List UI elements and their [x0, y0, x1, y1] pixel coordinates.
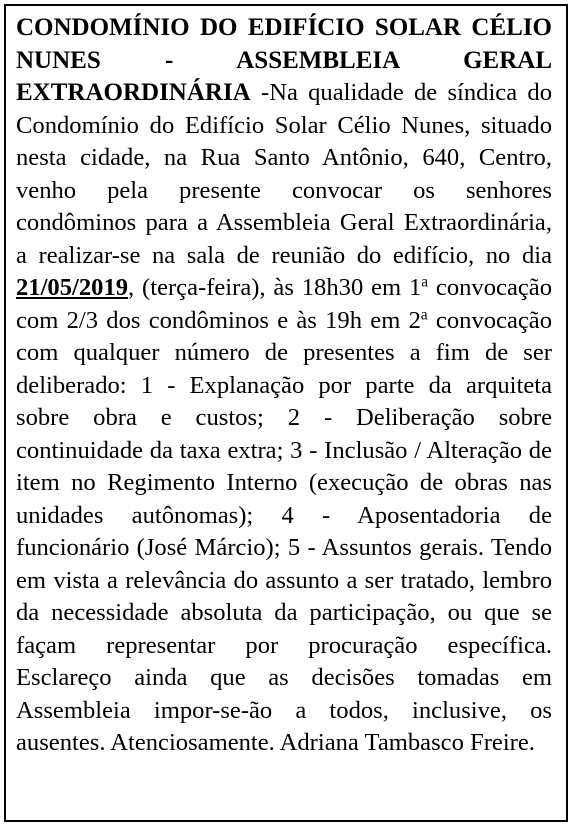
- notice-text-quorum: convocação com 2/3 dos condôminos e às 19h em 2: [16, 274, 552, 334]
- notice-text-intro: -Na qualidade de síndica do Condomínio do Edifício Solar Célio Nunes, situado nesta cidade, na Rua Santo Antônio, 640, Centro, venho pela presente convocar os senhores condôminos para a Assembleia Geral Extraordinária, a realizar-se na sala de reunião do edifício, no dia: [16, 79, 552, 269]
- notice-text-schedule: , (terça-feira), às 18h30 em 1: [128, 274, 422, 301]
- legal-notice: [4, 4, 568, 822]
- notice-text-agenda: convocação com qualquer número de presentes a fim de ser deliberado: 1 - Explanação por parte da arquiteta sobre obra e custos; 2 - Deliberação sobre continuidade da taxa extra; 3 - Inclusão / Alteração de item no Regimento Interno (execução de obras nas unidades autônomas); 4 - Aposentadoria de funcionário (José Márcio); 5 - Assuntos gerais. Tendo em vista a relevância do assunto a ser tratado, lembro da necessidade absoluta da participação, ou que se façam representar por procuração específica. Esclareço ainda que as decisões tomadas em Assembleia impor-se-ão a todos, inclusive, os ausentes. Atenciosamente. Adriana Tambasco Freire.: [16, 306, 552, 756]
- ordinal-indicator-first: a: [421, 273, 429, 291]
- notice-heading: CONDOMÍNIO DO EDIFÍCIO SOLAR CÉLIO NUNES - ASSEMBLEIA GERAL EXTRAORDINÁRIA: [16, 14, 552, 106]
- meeting-date: 21/05/2019: [16, 274, 129, 301]
- ordinal-indicator-second: a: [420, 306, 428, 324]
- notice-paragraph: [16, 12, 552, 760]
